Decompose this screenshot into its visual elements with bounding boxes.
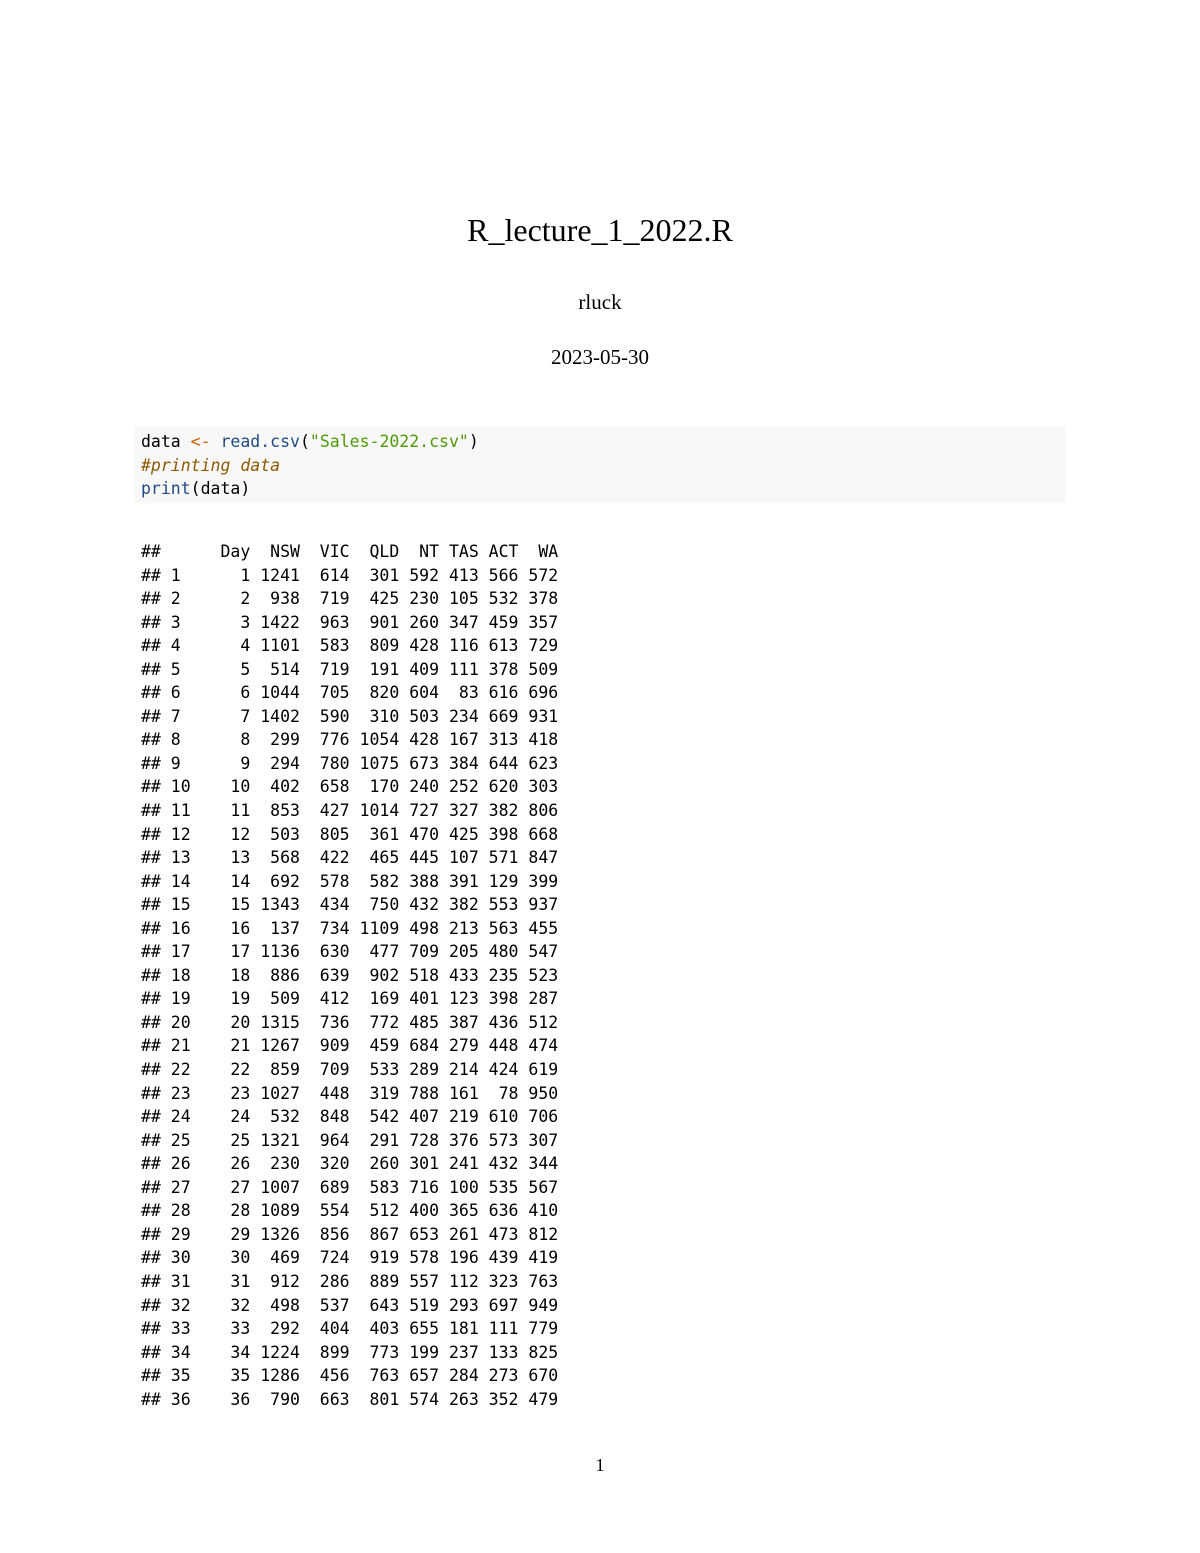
output-row: ## 16 16 137 734 1109 498 213 563 455 xyxy=(141,918,559,938)
output-row: ## 27 27 1007 689 583 716 100 535 567 xyxy=(141,1177,559,1197)
output-row: ## 18 18 886 639 902 518 433 235 523 xyxy=(141,965,559,985)
code-space xyxy=(211,432,221,451)
output-row: ## 4 4 1101 583 809 428 116 613 729 xyxy=(141,636,559,656)
document-author: rluck xyxy=(578,290,622,314)
output-row: ## 30 30 469 724 919 578 196 439 419 xyxy=(141,1248,559,1268)
output-row: ## 29 29 1326 856 867 653 261 473 812 xyxy=(141,1224,559,1244)
page-number: 1 xyxy=(595,1455,605,1475)
console-output xyxy=(141,540,558,1411)
output-row: ## 3 3 1422 963 901 260 347 459 357 xyxy=(141,612,559,632)
code-paren-open: ( xyxy=(299,432,310,451)
output-row: ## 36 36 790 663 801 574 263 352 479 xyxy=(141,1389,559,1409)
document-title: R_lecture_1_2022.R xyxy=(467,212,733,248)
code-comment: #printing data xyxy=(141,455,281,475)
output-row: ## 28 28 1089 554 512 400 365 636 410 xyxy=(141,1201,559,1221)
output-row: ## 32 32 498 537 643 519 293 697 949 xyxy=(141,1295,559,1315)
code-line-read-csv xyxy=(141,430,1066,454)
output-row: ## 33 33 292 404 403 655 181 111 779 xyxy=(141,1319,559,1339)
code-variable: data xyxy=(141,432,191,451)
output-header-row: ## Day NSW VIC QLD NT TAS ACT WA xyxy=(141,542,559,561)
output-row: ## 24 24 532 848 542 407 219 610 706 xyxy=(141,1107,559,1127)
output-row: ## 35 35 1286 456 763 657 284 273 670 xyxy=(141,1366,559,1386)
output-row: ## 5 5 514 719 191 409 111 378 509 xyxy=(141,659,559,679)
output-row: ## 12 12 503 805 361 470 425 398 668 xyxy=(141,824,559,844)
output-row: ## 1 1 1241 614 301 592 413 566 572 xyxy=(141,565,559,585)
code-function-read-csv: read.csv xyxy=(220,432,300,451)
output-row: ## 25 25 1321 964 291 728 376 573 307 xyxy=(141,1130,559,1150)
code-function-print: print xyxy=(141,479,191,498)
output-row: ## 23 23 1027 448 319 788 161 78 950 xyxy=(141,1083,559,1103)
output-row: ## 34 34 1224 899 773 199 237 133 825 xyxy=(141,1342,559,1362)
output-row: ## 7 7 1402 590 310 503 234 669 931 xyxy=(141,706,559,726)
code-string-filename: "Sales-2022.csv" xyxy=(309,432,469,451)
output-row: ## 17 17 1136 630 477 709 205 480 547 xyxy=(141,942,559,962)
output-row: ## 31 31 912 286 889 557 112 323 763 xyxy=(141,1271,559,1291)
code-paren-close: ) xyxy=(468,432,479,451)
output-row: ## 2 2 938 719 425 230 105 532 378 xyxy=(141,589,559,609)
output-row: ## 13 13 568 422 465 445 107 571 847 xyxy=(141,848,559,868)
code-print-args: (data) xyxy=(190,479,251,498)
output-row: ## 8 8 299 776 1054 428 167 313 418 xyxy=(141,730,559,750)
document-date: 2023-05-30 xyxy=(551,345,649,369)
code-block xyxy=(134,426,1066,503)
output-row: ## 22 22 859 709 533 289 214 424 619 xyxy=(141,1060,559,1080)
output-row: ## 10 10 402 658 170 240 252 620 303 xyxy=(141,777,559,797)
code-line-print xyxy=(141,477,1066,501)
output-row: ## 9 9 294 780 1075 673 384 644 623 xyxy=(141,753,559,773)
output-row: ## 21 21 1267 909 459 684 279 448 474 xyxy=(141,1036,559,1056)
output-row: ## 6 6 1044 705 820 604 83 616 696 xyxy=(141,683,559,703)
output-row: ## 19 19 509 412 169 401 123 398 287 xyxy=(141,989,559,1009)
output-row: ## 15 15 1343 434 750 432 382 553 937 xyxy=(141,895,559,915)
output-row: ## 20 20 1315 736 772 485 387 436 512 xyxy=(141,1012,559,1032)
code-assign-operator: <- xyxy=(190,432,211,451)
output-row: ## 11 11 853 427 1014 727 327 382 806 xyxy=(141,801,559,821)
output-row: ## 14 14 692 578 582 388 391 129 399 xyxy=(141,871,559,891)
output-row: ## 26 26 230 320 260 301 241 432 344 xyxy=(141,1154,559,1174)
